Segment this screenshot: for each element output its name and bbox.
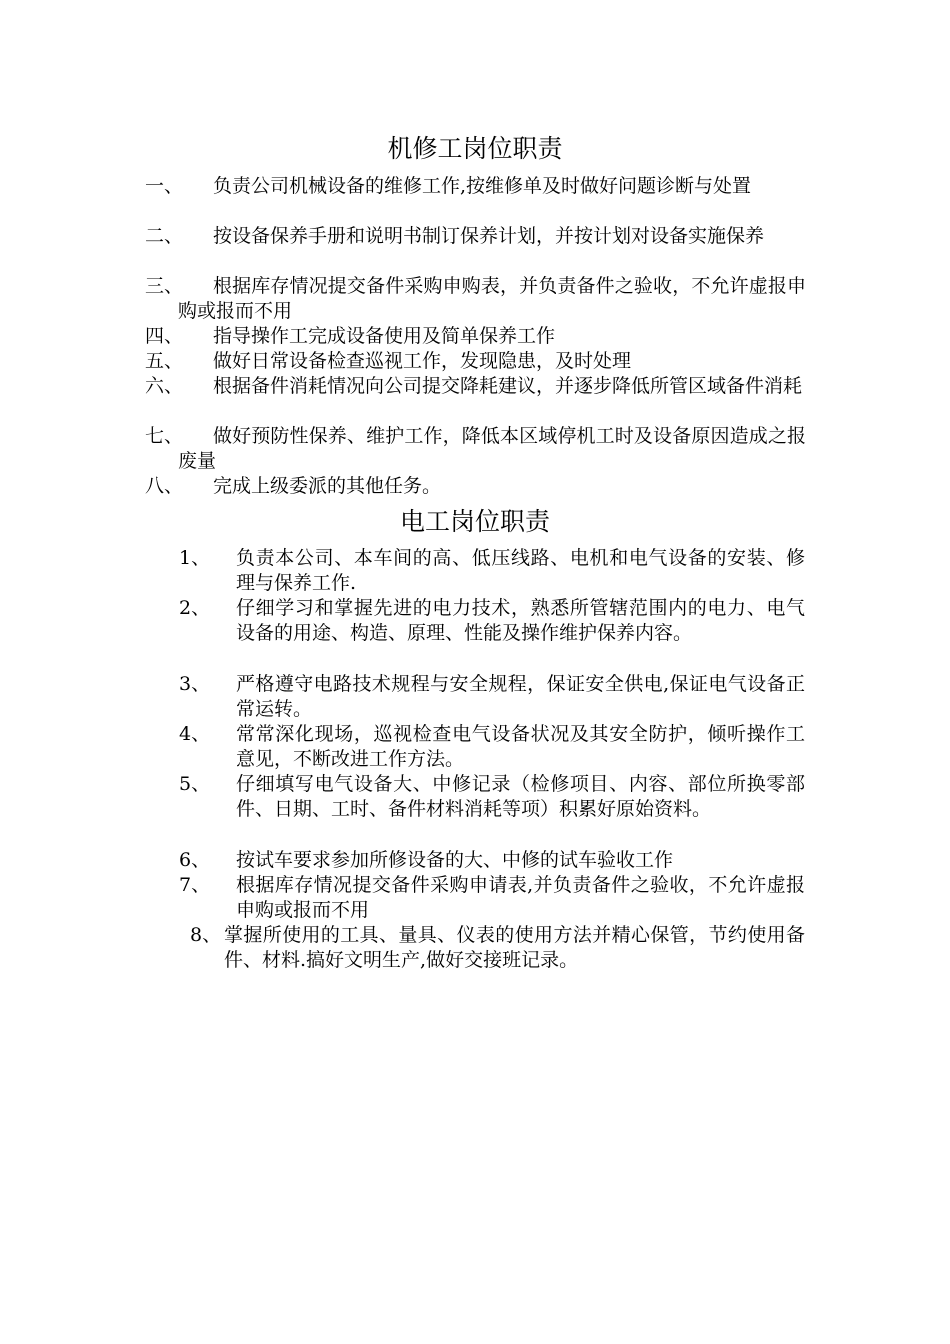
list-item <box>0 596 950 672</box>
list-marker: 4、 <box>179 723 211 745</box>
list-item <box>0 873 950 923</box>
list-item <box>0 722 950 772</box>
list-item-text: 仔细填写电气设备大、中修记录（检修项目、内容、部位所换零部件、日期、工时、备件材料消耗等项）积累好原始资料。 <box>236 773 805 820</box>
list-item <box>0 772 950 848</box>
list-marker: 三、 <box>145 275 184 297</box>
electrician-duties-list <box>0 546 950 973</box>
list-item-text: 严格遵守电路技术规程与安全规程，保证安全供电,保证电气设备正常运转。 <box>236 673 805 720</box>
list-item-text: 完成上级委派的其他任务。 <box>213 475 442 497</box>
list-item <box>0 324 950 349</box>
list-item <box>0 224 950 274</box>
list-item <box>0 848 950 873</box>
list-item-text: 负责公司机械设备的维修工作,按维修单及时做好问题诊断与处置 <box>213 175 752 197</box>
list-item-text: 仔细学习和掌握先进的电力技术，熟悉所管辖范围内的电力、电气设备的用途、构造、原理、性能及操作维护保养内容。 <box>236 597 805 644</box>
list-marker: 五、 <box>145 350 184 372</box>
list-item-text: 根据备件消耗情况向公司提交降耗建议，并逐步降低所管区域备件消耗 <box>213 375 803 397</box>
list-marker: 七、 <box>145 425 184 447</box>
mechanic-duties-list <box>0 174 950 499</box>
list-marker: 六、 <box>145 375 184 397</box>
list-item-text: 掌握所使用的工具、量具、仪表的使用方法并精心保管，节约使用备件、材料.搞好文明生产,做好交接班记录。 <box>224 924 805 971</box>
list-item <box>0 349 950 374</box>
list-item-text: 按设备保养手册和说明书制订保养计划，并按计划对设备实施保养 <box>213 225 765 247</box>
list-item <box>0 424 950 474</box>
list-marker: 3、 <box>179 673 211 695</box>
list-item <box>0 374 950 424</box>
list-item-text: 做好日常设备检查巡视工作，发现隐患，及时处理 <box>213 350 632 372</box>
list-marker: 2、 <box>179 597 211 619</box>
list-item <box>0 923 950 973</box>
list-item <box>0 672 950 722</box>
list-marker: 5、 <box>179 773 211 795</box>
list-marker: 二、 <box>145 225 184 247</box>
list-item-text: 做好预防性保养、维护工作，降低本区域停机工时及设备原因造成之报废量 <box>178 425 806 472</box>
list-item-text: 根据库存情况提交备件采购申请表,并负责备件之验收，不允许虚报申购或报而不用 <box>236 874 805 921</box>
list-item-text: 负责本公司、本车间的高、低压线路、电机和电气设备的安装、修理与保养工作. <box>236 547 805 594</box>
list-marker: 6、 <box>179 849 211 871</box>
list-item-text: 根据库存情况提交备件采购申购表，并负责备件之验收，不允许虚报申购或报而不用 <box>178 275 806 322</box>
list-marker: 四、 <box>145 325 184 347</box>
list-marker: 7、 <box>179 874 211 896</box>
list-item-text: 按试车要求参加所修设备的大、中修的试车验收工作 <box>236 849 674 871</box>
list-marker: 一、 <box>145 175 184 197</box>
list-item-text: 常常深化现场，巡视检查电气设备状况及其安全防护，倾听操作工意见，不断改进工作方法。 <box>236 723 805 770</box>
list-item-text: 指导操作工完成设备使用及简单保养工作 <box>213 325 556 347</box>
list-item <box>0 174 950 224</box>
list-marker: 1、 <box>179 547 211 569</box>
list-item <box>0 274 950 324</box>
list-item <box>0 546 950 596</box>
list-marker: 8、 <box>190 924 222 946</box>
section-title-electrician: 电工岗位职责 <box>399 507 550 536</box>
section-title-mechanic: 机修工岗位职责 <box>387 134 563 163</box>
list-item <box>0 474 950 499</box>
list-marker: 八、 <box>145 475 184 497</box>
